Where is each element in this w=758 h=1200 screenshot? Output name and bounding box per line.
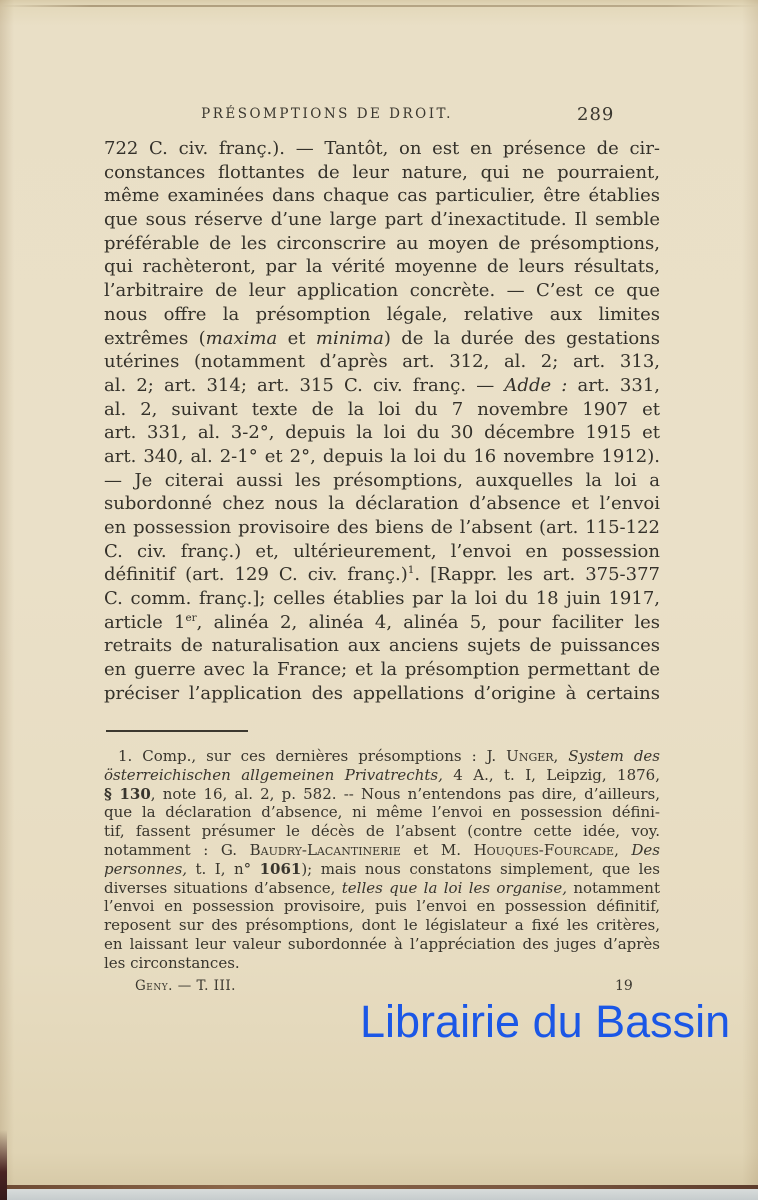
text-line: préciser l’application des appellations d’origine à certains [104, 682, 660, 704]
text-line: personnes, t. I, n° 1061); mais nous constatons simplement, que les [104, 859, 660, 878]
text-line: en guerre avec la France; et la présomption permettant de [104, 659, 660, 681]
page-number-top: 289 [577, 104, 615, 125]
footnote-block [104, 747, 660, 973]
text-line: l’arbitraire de leur application concrète. — C’est ce que [104, 280, 660, 302]
text-line: 1. Comp., sur ces dernières présomptions : J. Unger, System des [118, 747, 660, 765]
text-line: reposent sur des présomptions, dont le législateur a fixé les critères, [104, 916, 660, 935]
footnote-separator-rule [106, 730, 248, 732]
text-line: préférable de les circonscrire au moyen de présomptions, [104, 232, 660, 254]
printer-signature: Geny. — T. III. [135, 978, 236, 994]
sheet-number: 19 [615, 978, 633, 994]
text-line: que la déclaration d’absence, ni même l’envoi en possession défini- [104, 803, 660, 822]
text-line: définitif (art. 129 C. civ. franç.)$^1$. [Rappr. les art. 375-377 [104, 564, 660, 586]
underlying-page-edge [0, 1189, 758, 1200]
text-line: l’envoi en possession provisoire, puis l’envoi en possession définitif, [104, 897, 660, 916]
text-line: article 1er, alinéa 2, alinéa 4, alinéa 5, pour faciliter les [104, 611, 660, 633]
text-line: nous offre la présomption légale, relative aux limites [104, 303, 660, 325]
text-line: 722 C. civ. franç.). — Tantôt, on est en présence de cir- [104, 138, 660, 159]
text-line: retraits de naturalisation aux anciens sujets de puissances [104, 635, 660, 657]
text-line: même examinées dans chaque cas particulier, être établies [104, 185, 660, 207]
text-line: al. 2, suivant texte de la loi du 7 novembre 1907 et [104, 398, 660, 420]
text-line: en possession provisoire des biens de l’absent (art. 115-122 [104, 517, 660, 538]
text-line: art. 340, al. 2-1° et 2°, depuis la loi du 16 novembre 1912). [104, 445, 660, 467]
text-line: österreichischen allgemeinen Privatrechts, 4 A., t. I, Leipzig, 1876, [104, 765, 660, 784]
text-line: constances flottantes de leur nature, qui ne pourraient, [104, 161, 660, 183]
page-top-edge [0, 5, 758, 7]
main-text-block [104, 137, 660, 706]
text-line: les circonstances. [104, 953, 240, 972]
text-line: subordonné chez nous la déclaration d’absence et l’envoi [104, 493, 660, 515]
text-line: utérines (notamment d’après art. 312, al. 2; art. 313, [104, 351, 660, 373]
text-line: C. comm. franç.]; celles établies par la loi du 18 juin 1917, [104, 588, 660, 610]
bookseller-watermark: Librairie du Bassin [360, 996, 731, 1047]
text-line: notamment : G. Baudry-Lacantinerie et M. Houques-Fourcade, Des [104, 840, 660, 859]
text-line: qui rachèteront, par la vérité moyenne de leurs résultats, [104, 256, 660, 278]
text-line: C. civ. franç.) et, ultérieurement, l’envoi en possession [104, 540, 660, 562]
text-line: — Je citerai aussi les présomptions, auxquelles la loi a [104, 469, 660, 491]
running-head [104, 106, 660, 128]
text-line: tif, fassent présumer le décès de l’absent (contre cette idée, voy. [104, 822, 660, 841]
text-line: § 130, note 16, al. 2, p. 582. -- Nous n’entendons pas dire, d’ailleurs, [104, 784, 660, 803]
text-line: al. 2; art. 314; art. 315 C. civ. franç. — Adde : art. 331, [104, 374, 660, 396]
text-line: extrêmes (maxima et minima) de la durée des gestations [104, 327, 660, 349]
text-line: que sous réserve d’une large part d’inexactitude. Il semble [104, 209, 660, 231]
text-line: en laissant leur valeur subordonnée à l’appréciation des juges d’après [104, 934, 660, 953]
binding-shadow [0, 1130, 7, 1200]
text-line: art. 331, al. 3-2°, depuis la loi du 30 décembre 1915 et [104, 422, 660, 444]
running-title: PRÉSOMPTIONS DE DROIT. [201, 106, 453, 122]
text-line: diverses situations d’absence, telles que la loi les organise, notamment [104, 878, 660, 897]
